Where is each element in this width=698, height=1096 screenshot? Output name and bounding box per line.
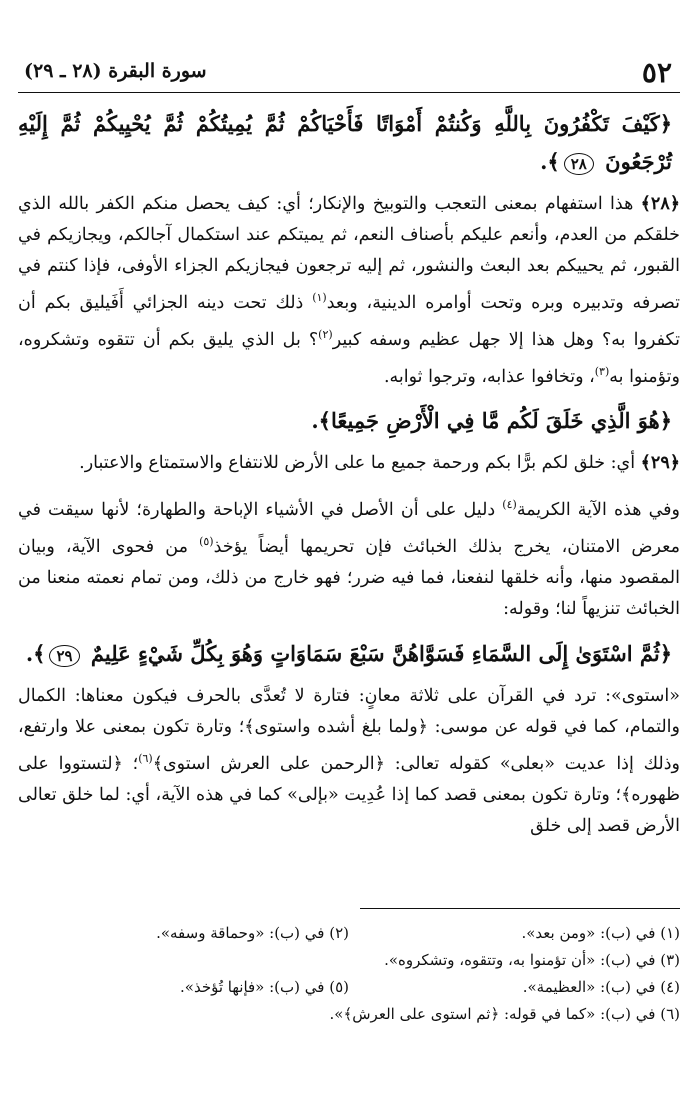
footnote-2: (٢) في (ب): «وحماقة وسفه». — [156, 924, 349, 942]
verse-text: ﴿كَيْفَ تَكْفُرُونَ بِاللَّهِ وَكُنتُمْ أَمْوَاتًا فَأَحْيَاكُمْ ثُمَّ يُمِيتُكُمْ ثُمَّ يُحْيِيكُمْ ثُمَّ إِلَيْهِ تُرْجَعُونَ — [18, 111, 672, 174]
verse-text: ﴿هُوَ الَّذِي خَلَقَ لَكُم مَّا فِي الْأَرْضِ جَمِيعًا﴾. — [311, 408, 672, 434]
ayah-number-marker: ٢٩ — [49, 645, 79, 667]
footnote-ref: (٦) — [138, 752, 153, 766]
verse-end: ﴾. — [540, 149, 560, 174]
footnote-divider — [360, 908, 680, 909]
ayah-number-marker: ٢٨ — [564, 153, 594, 175]
commentary-text: دليل على أن الأصل في الأشياء الإباحة والطهارة؛ لأنها سيقت في معرض الامتنان، يخرج بذلك الخبائث فإن تحريمها أيضاً يؤخذ — [18, 500, 680, 558]
istawa-paragraph — [18, 681, 680, 842]
footnote-ref: (٤) — [502, 498, 517, 512]
footnote-ref: (١) — [312, 291, 327, 304]
footnote-6: (٦) في (ب): «كما في قوله: ﴿ثم استوى على العرش﴾». — [329, 1005, 680, 1023]
tafsir-text: أي: خلق لكم برًّا بكم ورحمة جميع ما على الأرض للانتفاع والاستمتاع والاعتبار. — [79, 453, 641, 474]
verse-end: ﴾. — [25, 641, 46, 667]
footnote-4: (٤) في (ب): «العظيمة». — [522, 978, 680, 996]
quran-verse-29a — [18, 402, 680, 440]
footnote-ref: (٥) — [199, 535, 214, 549]
running-title: سورة البقرة (٢٨ ـ ٢٩) — [24, 60, 207, 82]
commentary-text: «استوى»: ترد في القرآن على ثلاثة معانٍ: فتارة لا تُعدَّى بالحرف فيكون معناها: الكمال والتمام، كما في قوله عن موسى: ﴿ولما بلغ أشده واستوى﴾؛ وتارة تكون بمعنى علا وارتفع، وذلك إذا عديت «بعلى» كقوله تعالى: ﴿الرحمن على العرش استوى﴾ — [18, 686, 681, 774]
footnote-5: (٥) في (ب): «فإنها تُؤخذ». — [180, 978, 349, 996]
commentary-text: وفي هذه الآية الكريمة — [516, 500, 681, 521]
footnote-row — [18, 920, 680, 947]
tafsir-text: ؟ بل الذي يليق بكم أن تتقوه وتشكروه، وتؤمنوا به — [18, 329, 680, 387]
tafsir-text: ذلك تحت دينه الجزائي أَفَيليق بكم أن تكفروا به؟ وهل هذا إلا جهل عظيم وسفه كبير — [18, 292, 680, 350]
commentary-text: ؛ ﴿لتستووا على ظهوره﴾؛ وتارة تكون بمعنى قصد كما إذا عُدِيت «بإلى» كما في هذه الآية، أي: لما خلق تعالى الأرض قصد إلى خلق — [18, 753, 680, 836]
footnote-ref: (٢) — [318, 327, 333, 341]
footnote-3: (٣) في (ب): «أن تؤمنوا به، وتتقوه، وتشكروه». — [384, 951, 680, 969]
verse-text: ﴿ثُمَّ اسْتَوَىٰ إِلَى السَّمَاءِ فَسَوَّاهُنَّ سَبْعَ سَمَاوَاتٍ وَهُوَ بِكُلِّ شَيْءٍ عَلِيمٌ — [90, 641, 672, 667]
footnote-1: (١) في (ب): «ومن بعد». — [521, 924, 680, 942]
footnote-row — [18, 974, 680, 1001]
footnote-row — [18, 947, 680, 974]
tafsir-paragraph-29 — [18, 448, 680, 479]
footnote-row — [18, 1001, 680, 1028]
tafsir-paragraph-28 — [18, 189, 680, 392]
footnote-ref: (٣) — [594, 364, 610, 378]
main-text — [18, 105, 680, 852]
tafsir-lead: ﴿٢٨﴾ — [640, 194, 680, 214]
tafsir-lead: ﴿٢٩﴾ — [640, 453, 680, 474]
quran-verse-28 — [18, 105, 680, 181]
footnotes — [18, 920, 680, 1028]
tafsir-text: ، وتخافوا عذابه، وترجوا ثوابه. — [383, 366, 595, 387]
quran-verse-29b — [18, 635, 680, 673]
page-number: ٥٢ — [641, 56, 672, 89]
page-header — [18, 52, 680, 93]
commentary-paragraph — [18, 489, 680, 625]
tafsir-text: هذا استفهام بمعنى التعجب والتوبيخ والإنكار؛ أي: كيف يحصل منكم الكفر بالله الذي خلقكم من العدم، وأنعم عليكم بأصناف النعم، ثم يميتكم عند استكمال آجالكم، ويجازيكم في القبور، ثم يحييكم بعد البعث والنشور، ثم إليه ترجعون فيجازيكم الجزاء الأوفى، فإذا كنتم في تصرفه وتدبيره وبره وتحت أوامره الدينية، وبعد — [18, 194, 680, 313]
commentary-text: من فحوى الآية، وبيان المقصود منها، وأنه خلقها لنفعنا، فما فيه ضرر؛ فهو خارج من ذلك، ومن تمام نعمته منعنا من الخبائث تنزيهاً لنا؛ وقوله: — [18, 537, 680, 620]
